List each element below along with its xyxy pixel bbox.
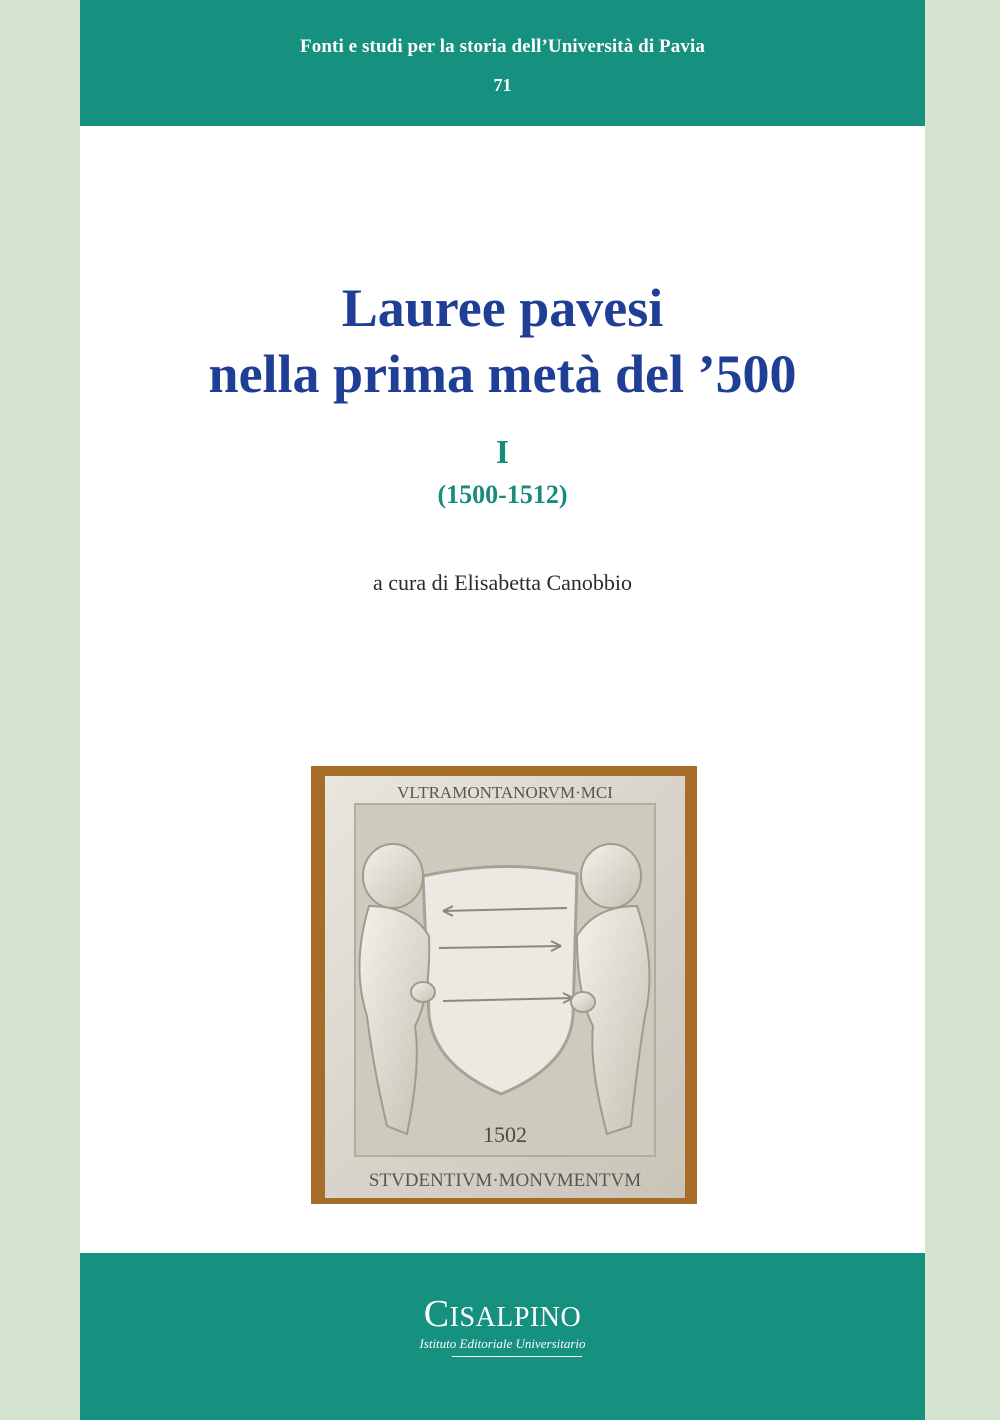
publisher-name-rest: ISALPINO: [449, 1302, 582, 1333]
series-number: 71: [493, 75, 512, 95]
marble-relief-illustration: [311, 766, 697, 1204]
book-title-line-2: nella prima metà del ’500: [208, 344, 797, 404]
volume-number: I: [495, 434, 510, 471]
publisher-rule: [452, 1356, 582, 1357]
publisher-name-initial: C: [423, 1293, 450, 1335]
publisher-subtitle: Istituto Editoriale Universitario: [419, 1336, 586, 1351]
inscription-top: VLTRAMONTANORVM·MCI: [397, 783, 613, 802]
volume-years: (1500-1512): [437, 480, 568, 509]
book-title: [80, 275, 925, 407]
publisher-name: [80, 1292, 925, 1336]
editor-credit: a cura di Elisabetta Canobbio: [372, 570, 633, 595]
series-title: Fonti e studi per la storia dell’Università di Pavia: [300, 36, 705, 57]
inscription-bottom: STVDENTIVM·MONVMENTVM: [368, 1170, 642, 1191]
cover-relief-image: [311, 766, 697, 1204]
book-cover: [80, 0, 925, 1420]
inscription-date: 1502: [483, 1122, 527, 1147]
series-band: [80, 0, 925, 126]
publisher-logo: [80, 1292, 925, 1357]
book-title-line-1: Lauree pavesi: [341, 278, 664, 338]
